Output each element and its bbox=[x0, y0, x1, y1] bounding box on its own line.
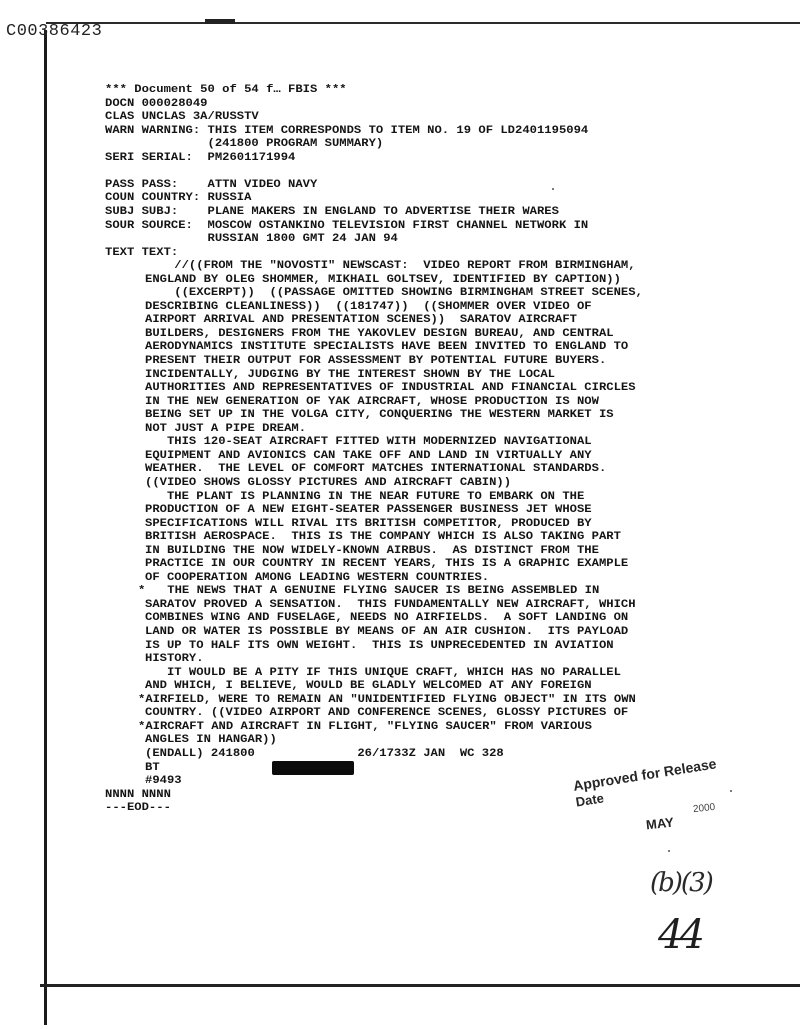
teletype-line: SERI SERIAL: PM2601171994 bbox=[105, 151, 296, 164]
scan-speck bbox=[730, 790, 732, 792]
teletype-line: IT WOULD BE A PITY IF THIS UNIQUE CRAFT, WHICH HAS NO PARALLEL bbox=[145, 666, 621, 679]
teletype-line: COUN COUNTRY: RUSSIA bbox=[105, 192, 252, 205]
teletype-line: ((VIDEO SHOWS GLOSSY PICTURES AND AIRCRAFT CABIN)) bbox=[145, 476, 512, 489]
teletype-line: DOCN 000028049 bbox=[105, 97, 208, 110]
stamp-year: 2000 bbox=[692, 801, 716, 816]
teletype-line: ((EXCERPT)) ((PASSAGE OMITTED SHOWING BIRMINGHAM STREET SCENES, bbox=[145, 287, 643, 300]
teletype-line: AND WHICH, I BELIEVE, WOULD BE GLADLY WELCOMED AT ANY FOREIGN bbox=[145, 680, 592, 693]
teletype-line: LAND OR WATER IS POSSIBLE BY MEANS OF AN AIR CUSHION. ITS PAYLOAD bbox=[145, 626, 629, 638]
teletype-line: CLAS UNCLAS 3A/RUSSTV bbox=[105, 111, 259, 124]
teletype-line: IN THE NEW GENERATION OF YAK AIRCRAFT, WHOSE PRODUCTION IS NOW bbox=[145, 395, 599, 408]
teletype-line: (ENDALL) 241800 26/1733Z JAN WC 328 bbox=[145, 747, 504, 760]
document-control-number: C00386423 bbox=[6, 22, 103, 41]
teletype-line: BUILDERS, DESIGNERS FROM THE YAKOVLEV DESIGN BUREAU, AND CENTRAL bbox=[145, 327, 614, 340]
teletype-line: SARATOV PROVED A SENSATION. THIS FUNDAMENTALLY NEW AIRCRAFT, WHICH bbox=[145, 598, 636, 611]
redaction-bar bbox=[272, 761, 354, 775]
teletype-line: PRESENT THEIR OUTPUT FOR ASSESSMENT BY POTENTIAL FUTURE BUYERS. bbox=[145, 355, 607, 367]
teletype-line: SOUR SOURCE: MOSCOW OSTANKINO TELEVISION FIRST CHANNEL NETWORK IN bbox=[105, 219, 589, 232]
teletype-line: *AIRCRAFT AND AIRCRAFT IN FLIGHT, "FLYING SAUCER" FROM VARIOUS bbox=[138, 720, 592, 733]
teletype-line: SPECIFICATIONS WILL RIVAL ITS BRITISH COMPETITOR, PRODUCED BY bbox=[145, 517, 592, 530]
teletype-line: BRITISH AEROSPACE. THIS IS THE COMPANY WHICH IS ALSO TAKING PART bbox=[145, 531, 621, 544]
teletype-line: INCIDENTALLY, JUDGING BY THE INTEREST SHOWN BY THE LOCAL bbox=[145, 368, 556, 381]
stamp-month: MAY bbox=[645, 814, 675, 833]
teletype-line: AUTHORITIES AND REPRESENTATIVES OF INDUSTRIAL AND FINANCIAL CIRCLES bbox=[145, 382, 636, 395]
teletype-line: *AIRFIELD, WERE TO REMAIN AN "UNIDENTIFIED FLYING OBJECT" IN ITS OWN bbox=[138, 693, 636, 706]
teletype-line: SUBJ SUBJ: PLANE MAKERS IN ENGLAND TO ADVERTISE THEIR WARES bbox=[105, 205, 559, 218]
teletype-line: COUNTRY. ((VIDEO AIRPORT AND CONFERENCE SCENES, GLOSSY PICTURES OF bbox=[145, 707, 629, 720]
teletype-line: TEXT TEXT: bbox=[105, 246, 179, 259]
teletype-line: PRODUCTION OF A NEW EIGHT-SEATER PASSENGER BUSINESS JET WHOSE bbox=[145, 504, 592, 517]
teletype-line: IN BUILDING THE NOW WIDELY-KNOWN AIRBUS. AS DISTINCT FROM THE bbox=[145, 544, 599, 557]
teletype-line: HISTORY. bbox=[145, 653, 204, 666]
teletype-line: COMBINES WING AND FUSELAGE, NEEDS NO AIRFIELDS. A SOFT LANDING ON bbox=[145, 612, 629, 625]
stamp-date-label: Date bbox=[574, 790, 605, 810]
teletype-line: PASS PASS: ATTN VIDEO NAVY bbox=[105, 178, 318, 191]
stamp-approved-text: Approved for Release bbox=[572, 755, 718, 794]
teletype-line: OF COOPERATION AMONG LEADING WESTERN COUNTRIES. bbox=[145, 571, 490, 584]
teletype-line: THE PLANT IS PLANNING IN THE NEAR FUTURE TO EMBARK ON THE bbox=[145, 490, 585, 503]
teletype-line: //((FROM THE "NOVOSTI" NEWSCAST: VIDEO REPORT FROM BIRMINGHAM, bbox=[145, 260, 636, 273]
teletype-line: NOT JUST A PIPE DREAM. bbox=[145, 422, 307, 435]
teletype-line: NNNN NNNN bbox=[105, 788, 171, 801]
teletype-line: AERODYNAMICS INSTITUTE SPECIALISTS HAVE BEEN INVITED TO ENGLAND TO bbox=[145, 341, 629, 354]
teletype-line: BEING SET UP IN THE VOLGA CITY, CONQUERING THE WESTERN MARKET IS bbox=[145, 409, 614, 422]
teletype-line: THIS 120-SEAT AIRCRAFT FITTED WITH MODERNIZED NAVIGATIONAL bbox=[145, 436, 592, 449]
teletype-line: BT bbox=[145, 761, 160, 774]
handwritten-exemption-code: (b)(3) bbox=[650, 868, 712, 898]
teletype-line: (241800 PROGRAM SUMMARY) bbox=[105, 138, 384, 151]
teletype-line: IS UP TO HALF ITS OWN WEIGHT. THIS IS UNPRECEDENTED IN AVIATION bbox=[145, 639, 614, 652]
teletype-line: ANGLES IN HANGAR)) bbox=[145, 734, 277, 747]
teletype-line: WARN WARNING: THIS ITEM CORRESPONDS TO ITEM NO. 19 OF LD2401195094 bbox=[105, 124, 589, 137]
teletype-line: RUSSIAN 1800 GMT 24 JAN 94 bbox=[105, 233, 398, 246]
teletype-line: PRACTICE IN OUR COUNTRY IN RECENT YEARS, THIS IS A GRAPHIC EXAMPLE bbox=[145, 558, 629, 571]
teletype-line: #9493 bbox=[145, 775, 182, 788]
teletype-line: EQUIPMENT AND AVIONICS CAN TAKE OFF AND LAND IN VIRTUALLY ANY bbox=[145, 449, 592, 462]
teletype-line: ---EOD--- bbox=[105, 802, 171, 815]
teletype-line: DESCRIBING CLEANLINESS)) ((181747)) ((SHOMMER OVER VIDEO OF bbox=[145, 300, 592, 313]
teletype-line: *** Document 50 of 54 f… FBIS *** bbox=[105, 84, 347, 96]
scan-speck bbox=[552, 188, 554, 190]
teletype-line: WEATHER. THE LEVEL OF COMFORT MATCHES INTERNATIONAL STANDARDS. bbox=[145, 463, 607, 476]
teletype-line: AIRPORT ARRIVAL AND PRESENTATION SCENES)) SARATOV AIRCRAFT bbox=[145, 314, 577, 327]
scan-speck bbox=[668, 850, 670, 852]
teletype-line: * THE NEWS THAT A GENUINE FLYING SAUCER IS BEING ASSEMBLED IN bbox=[138, 585, 600, 598]
handwritten-page-number: 44 bbox=[658, 912, 701, 958]
teletype-line: ENGLAND BY OLEG SHOMMER, MIKHAIL GOLTSEV, IDENTIFIED BY CAPTION)) bbox=[145, 273, 621, 286]
